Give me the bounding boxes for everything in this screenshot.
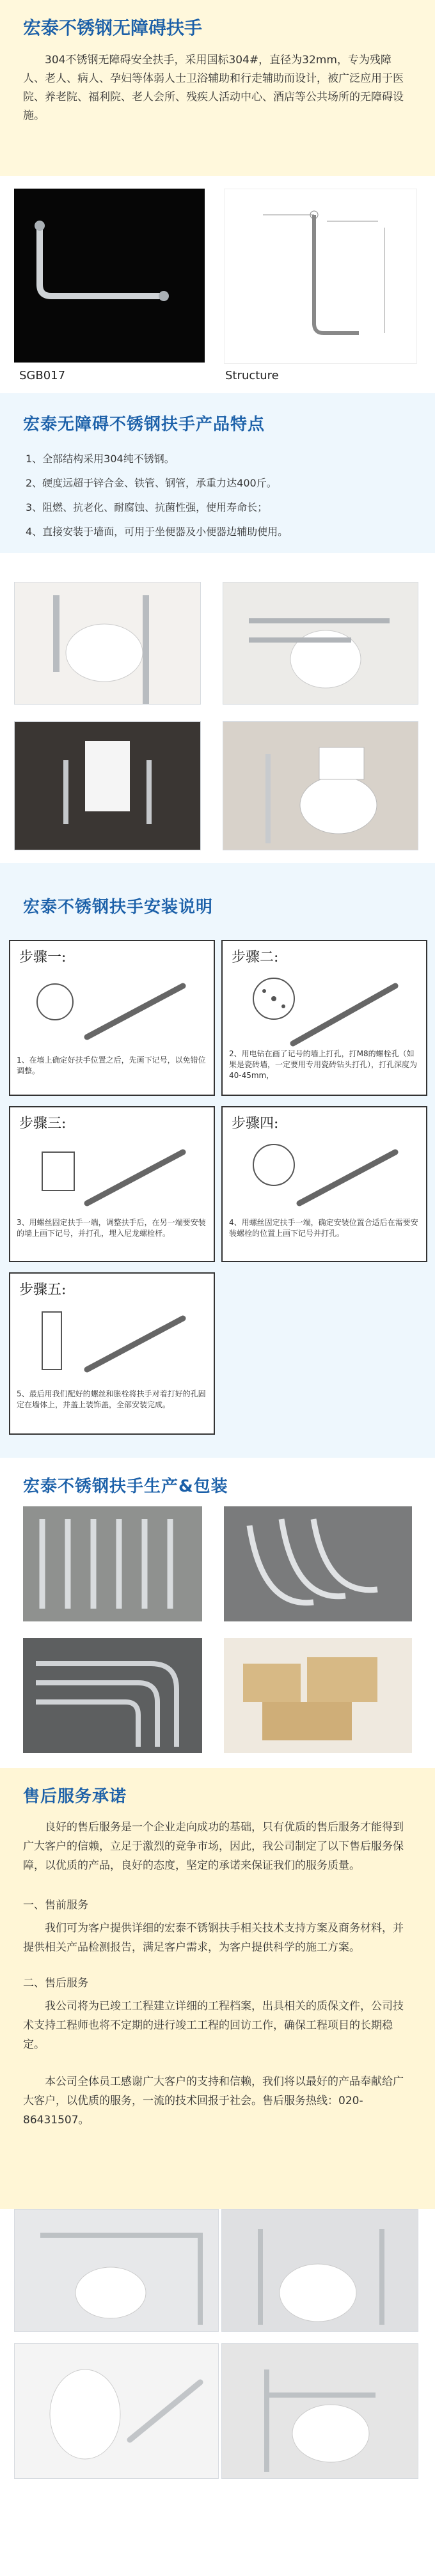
production-photo-3 <box>23 1638 202 1753</box>
model-label: SGB017 <box>19 369 66 382</box>
step-title: 步骤五: <box>19 1282 67 1298</box>
step3-illustration-icon <box>23 1133 202 1216</box>
service-title: 售后服务承诺 <box>23 1787 127 1806</box>
install-step-5 <box>9 1272 215 1435</box>
intro-section <box>0 0 435 176</box>
step-desc: 2、用电钻在画了记号的墙上打孔，打M8的螺栓孔（如果是瓷砖墙，一定要用专用瓷砖钻头打孔），打孔深度为40-45mm， <box>229 1049 418 1080</box>
service-pre-title: 一、售前服务 <box>23 1899 88 1912</box>
step-title: 步骤一: <box>19 949 67 965</box>
install-title: 宏泰不锈钢扶手安装说明 <box>23 898 214 917</box>
install-step-4 <box>221 1106 427 1262</box>
feature-item-3: 3、阻燃、抗老化、耐腐蚀、抗菌性强，使用寿命长； <box>26 501 268 513</box>
bottom-photo-2 <box>221 2209 418 2332</box>
install-step-2 <box>221 940 427 1096</box>
usage-photo-1 <box>14 582 201 705</box>
service-intro: 良好的售后服务是一个企业走向成功的基础，只有优质的售后服务才能得到广大客户的信赖，立足于激烈的竞争市场，因此，我公司制定了以下售后服务保障，以优质的产品，良好的态度，坚定的承诺来保证我们的服务质量。 <box>23 1821 404 1872</box>
step-title: 步骤二: <box>232 949 279 965</box>
features-title: 宏泰无障碍不锈钢扶手产品特点 <box>23 415 265 434</box>
step-desc: 5、最后用我们配好的螺丝和胀栓将扶手对着打好的孔固定在墙体上，并盖上装饰盖，全部安装完成。 <box>17 1389 206 1409</box>
service-closing: 本公司全体员工感谢广大客户的支持和信赖，我们将以最好的产品奉献给广大客户，以优质的服务，一流的技术回报于社会。售后服务热线：020-86431507。 <box>23 2075 404 2127</box>
production-title: 宏泰不锈钢扶手生产&包装 <box>23 1477 228 1496</box>
bottom-photo-1 <box>14 2209 219 2332</box>
step-title: 步骤三: <box>19 1116 67 1132</box>
install-step-3 <box>9 1106 215 1262</box>
bottom-photo-4 <box>221 2343 418 2479</box>
production-photo-1 <box>23 1506 202 1621</box>
install-step-1 <box>9 940 215 1096</box>
usage-photo-2 <box>223 582 418 705</box>
bottom-photo-3 <box>14 2343 219 2479</box>
structure-label: Structure <box>225 369 279 382</box>
bottom-photos <box>0 2209 435 2576</box>
production-section <box>0 1458 435 1768</box>
production-photo-4 <box>224 1638 412 1753</box>
usage-photos <box>0 556 435 863</box>
features-section <box>0 393 435 553</box>
step2-illustration-icon <box>235 967 415 1050</box>
production-photo-2 <box>224 1506 412 1621</box>
step5-illustration-icon <box>23 1299 202 1382</box>
feature-item-1: 1、全部结构采用304纯不锈钢。 <box>26 453 175 465</box>
step4-illustration-icon <box>235 1133 415 1216</box>
service-after-title: 二、售后服务 <box>23 1977 88 1990</box>
step-desc: 4、用螺丝固定扶手一端，确定安装位置合适后在需要安装螺栓的位置上画下记号并打孔。 <box>229 1218 418 1238</box>
service-pre-text: 我们可为客户提供详细的宏泰不锈钢扶手相关技术支持方案及商务材料，并提供相关产品检测报告，满足客户需求，为客户提供科学的施工方案。 <box>23 1922 404 1954</box>
feature-item-4: 4、直接安装于墙面，可用于坐便器及小便器边辅助使用。 <box>26 526 289 538</box>
product-photo <box>14 189 205 363</box>
service-after-text: 我公司将为已竣工工程建立详细的工程档案，出具相关的质保文件，公司技术支持工程师也将不定期的进行竣工工程的回访工作，确保工程项目的长期稳定。 <box>23 2000 404 2051</box>
usage-photo-4 <box>223 721 418 850</box>
structure-diagram <box>224 189 417 364</box>
usage-photo-3 <box>14 721 201 850</box>
step-desc: 1、在墙上确定好扶手位置之后，先画下记号，以免错位调整。 <box>17 1056 206 1075</box>
service-section <box>0 1768 435 2209</box>
intro-title: 宏泰不锈钢无障碍扶手 <box>23 17 203 38</box>
intro-text: 304不锈钢无障碍安全扶手，采用国标304#，直径为32mm，专为残障人、老人、病人、孕妇等体弱人士卫浴辅助和行走辅助而设计，被广泛应用于医院、养老院、福利院、老人会所、残疾人活动中心、酒店等公共场所的无障碍设施。 <box>23 54 404 122</box>
step-desc: 3、用螺丝固定扶手一端，调整扶手后，在另一端要安装的墙上画下记号，并打孔，埋入尼龙螺栓杆。 <box>17 1218 206 1238</box>
feature-item-2: 2、硬度远超于锌合金、铁管、钢管，承重力达400斤。 <box>26 477 277 489</box>
install-section <box>0 863 435 1458</box>
grab-bar-icon <box>14 189 205 363</box>
structure-drawing-icon <box>225 189 416 363</box>
step1-illustration-icon <box>23 967 202 1050</box>
step-title: 步骤四: <box>232 1116 279 1132</box>
product-section <box>0 176 435 393</box>
